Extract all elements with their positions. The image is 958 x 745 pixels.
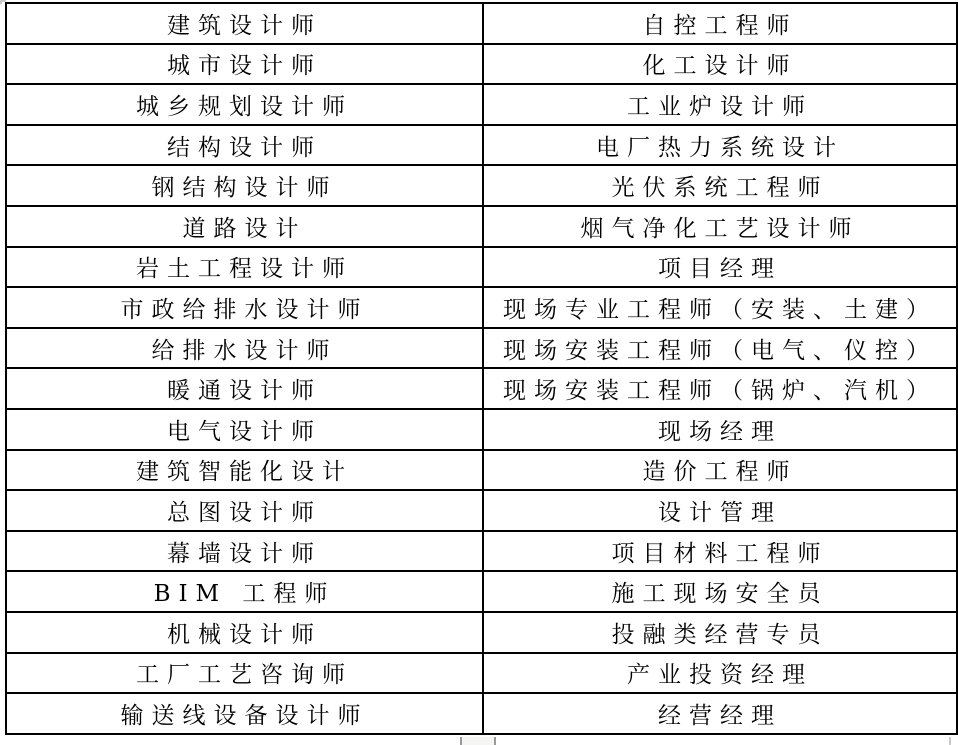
job-cell-right: 电厂热力系统设计: [483, 125, 957, 166]
job-cell-left: 城乡规划设计师: [6, 84, 483, 125]
job-cell-right: 产业投资经理: [483, 653, 957, 694]
job-cell-left: 幕墙设计师: [6, 531, 483, 572]
job-cell-right: 现场安装工程师（锅炉、汽机）: [483, 368, 957, 409]
job-cell-left: 钢结构设计师: [6, 165, 483, 206]
bottom-cell-fragment: [460, 737, 496, 745]
table-row: [6, 490, 957, 531]
table-row: [6, 409, 957, 450]
job-cell-right: 项目经理: [483, 247, 957, 288]
bottom-right-border-fragment: [949, 737, 951, 745]
job-cell-right: 现场专业工程师（安装、土建）: [483, 287, 957, 328]
job-cell-right: 现场经理: [483, 409, 957, 450]
table-row: [6, 328, 957, 369]
table-row: [6, 3, 957, 44]
job-cell-right: 现场安装工程师（电气、仪控）: [483, 328, 957, 369]
job-cell-left: 城市设计师: [6, 44, 483, 85]
table-row: [6, 165, 957, 206]
table-row: [6, 125, 957, 166]
table-row: [6, 693, 957, 734]
job-cell-left: 输送线设备设计师: [6, 693, 483, 734]
job-cell-left: 道路设计: [6, 206, 483, 247]
table-row: [6, 287, 957, 328]
job-cell-left: 岩土工程设计师: [6, 247, 483, 288]
job-cell-left: 市政给排水设计师: [6, 287, 483, 328]
job-cell-left: 建筑智能化设计: [6, 450, 483, 491]
job-cell-right: 施工现场安全员: [483, 571, 957, 612]
table-row: [6, 571, 957, 612]
job-cell-left: 建筑设计师: [6, 3, 483, 44]
table-row: [6, 612, 957, 653]
job-cell-left: BIM 工程师: [6, 571, 483, 612]
job-cell-left: 机械设计师: [6, 612, 483, 653]
job-cell-right: 投融类经营专员: [483, 612, 957, 653]
job-cell-right: 工业炉设计师: [483, 84, 957, 125]
job-cell-left: 给排水设计师: [6, 328, 483, 369]
table-row: [6, 368, 957, 409]
table-row: [6, 44, 957, 85]
job-cell-right: 项目材料工程师: [483, 531, 957, 572]
job-cell-right: 设计管理: [483, 490, 957, 531]
table-row: [6, 247, 957, 288]
job-cell-left: 暖通设计师: [6, 368, 483, 409]
job-cell-left: 结构设计师: [6, 125, 483, 166]
job-cell-left: 电气设计师: [6, 409, 483, 450]
table-row: [6, 653, 957, 694]
job-cell-left: 总图设计师: [6, 490, 483, 531]
job-cell-right: 化工设计师: [483, 44, 957, 85]
table-row: [6, 84, 957, 125]
job-cell-left: 工厂工艺咨询师: [6, 653, 483, 694]
job-cell-right: 自控工程师: [483, 3, 957, 44]
job-cell-right: 经营经理: [483, 693, 957, 734]
job-cell-right: 烟气净化工艺设计师: [483, 206, 957, 247]
table-row: [6, 450, 957, 491]
table-row: [6, 206, 957, 247]
job-table: [5, 2, 958, 735]
job-cell-right: 光伏系统工程师: [483, 165, 957, 206]
job-cell-right: 造价工程师: [483, 450, 957, 491]
table-row: [6, 531, 957, 572]
job-table-body: [6, 3, 957, 734]
